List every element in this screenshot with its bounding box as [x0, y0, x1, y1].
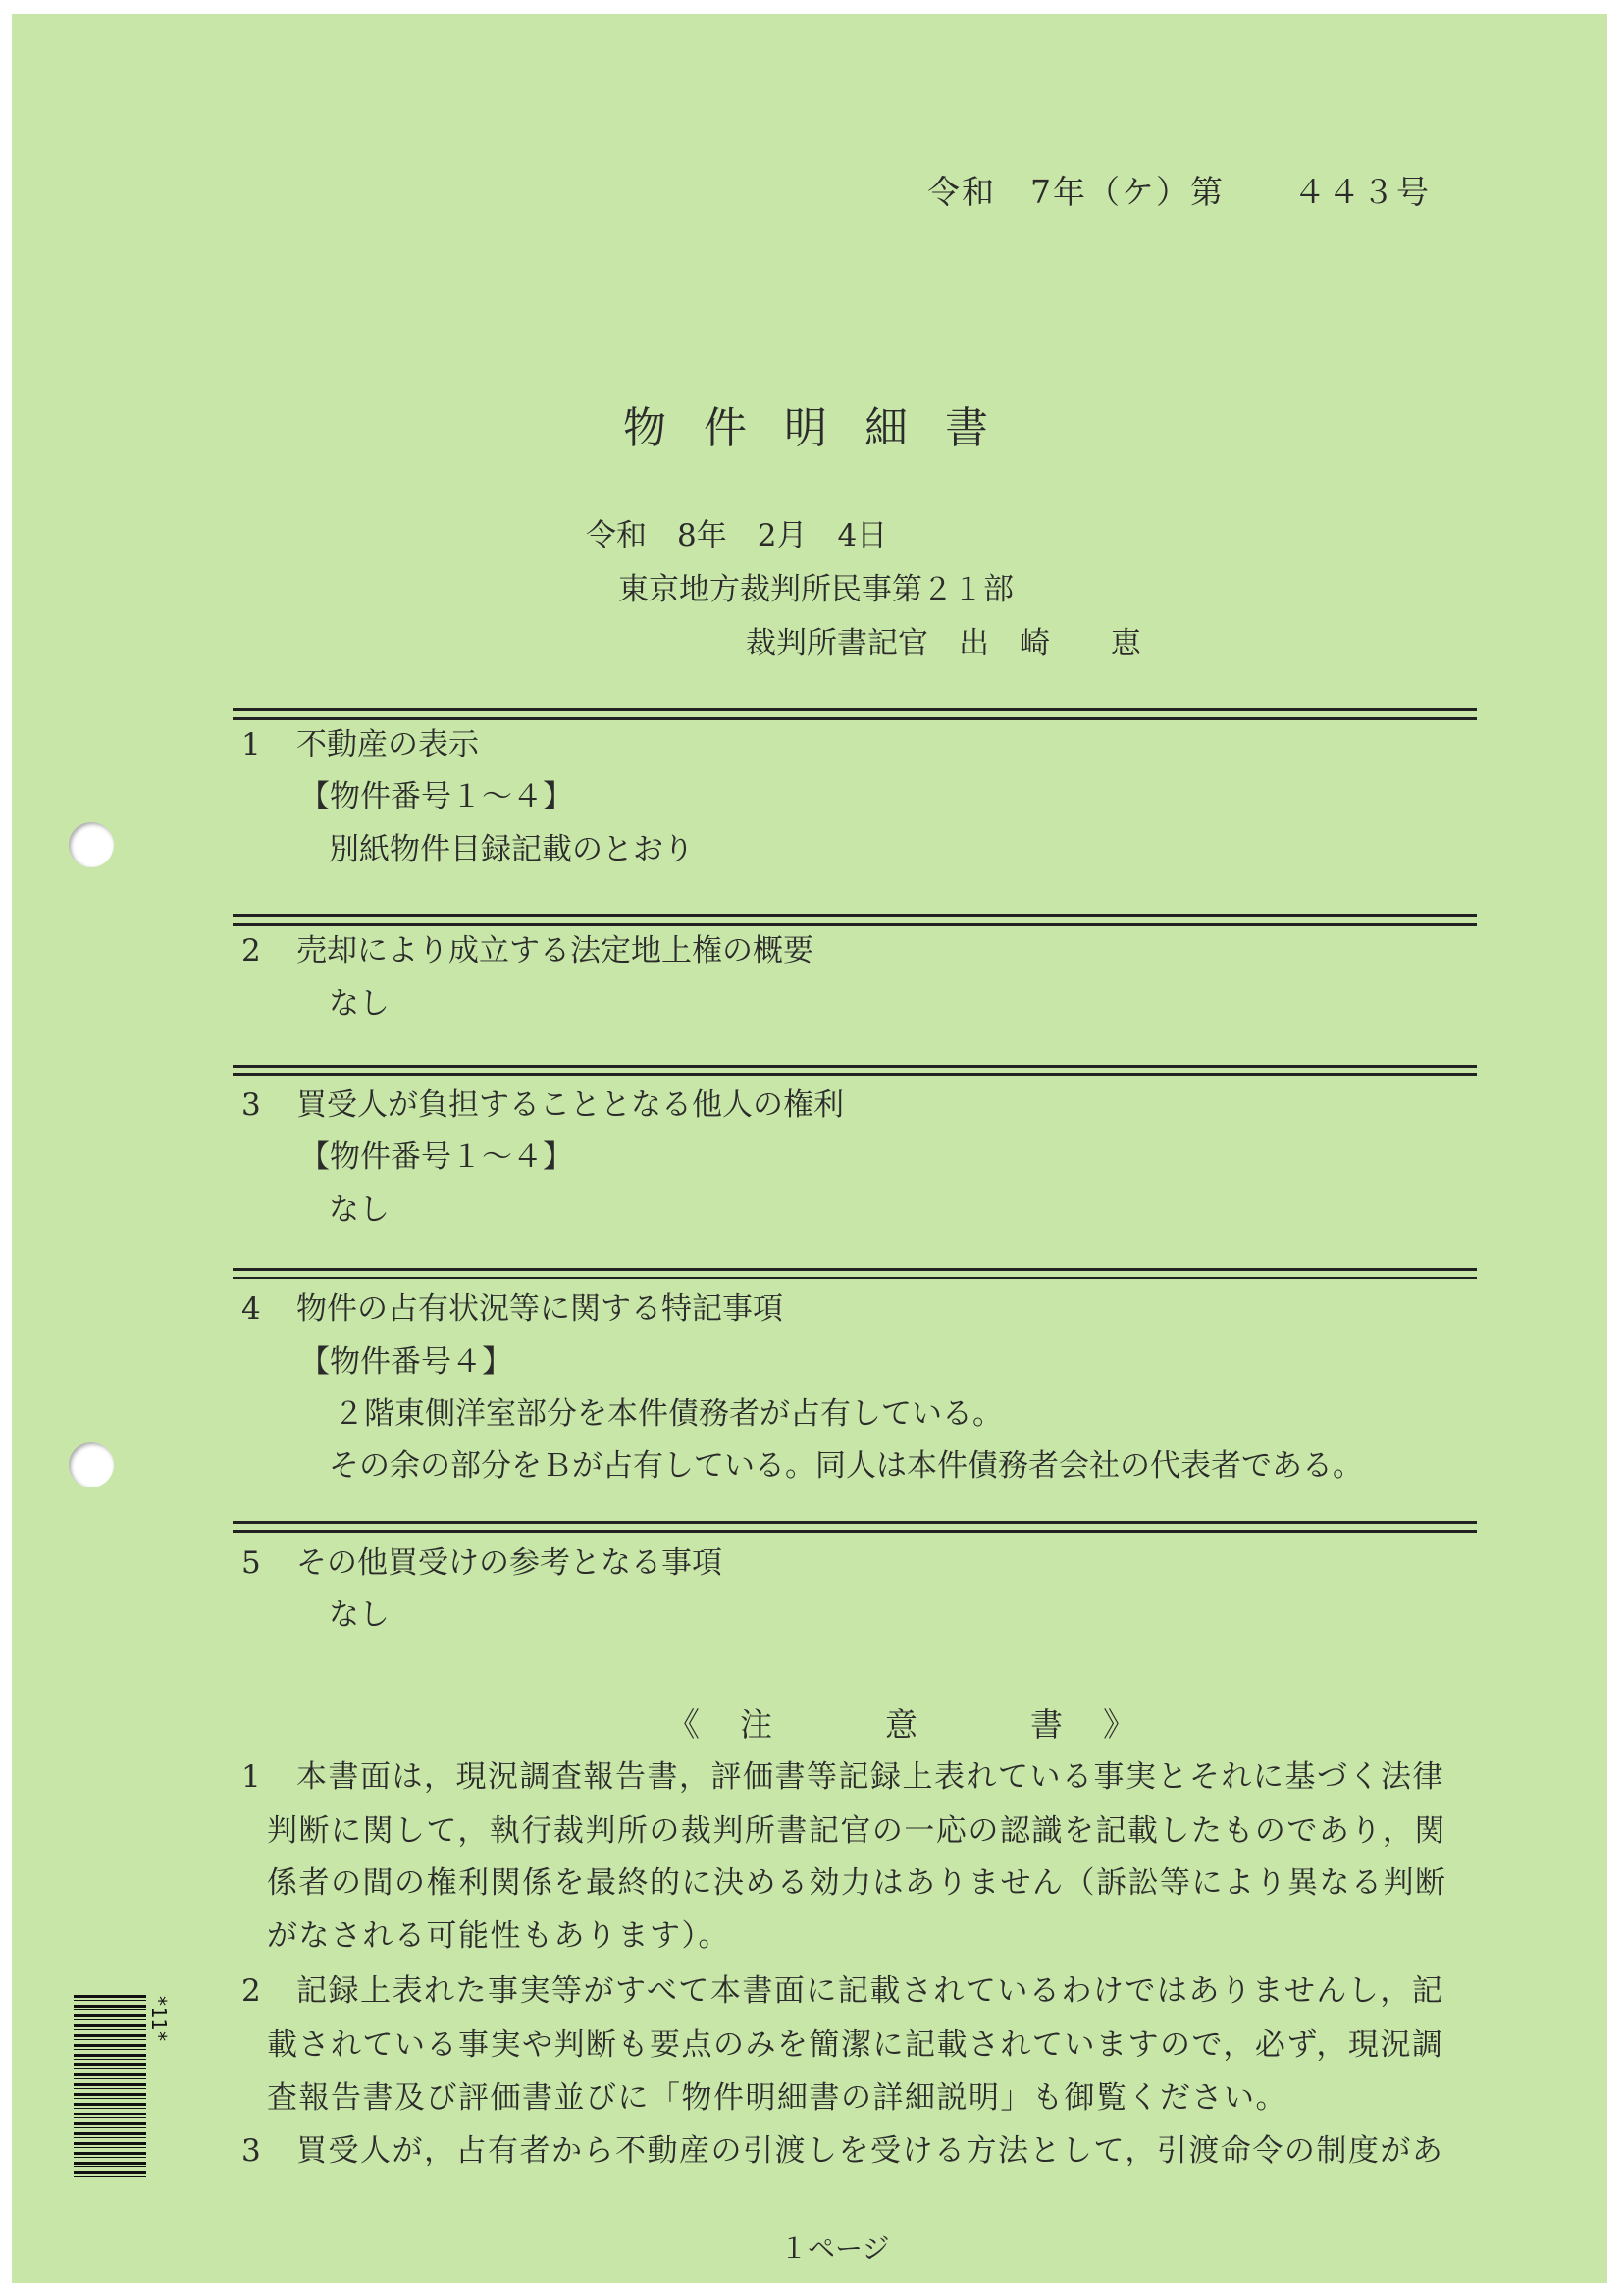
issue-date: 令和 8年 2月 4日 [586, 518, 888, 553]
notice-item-1-line-1: 1 本書面は，現況調査報告書，評価書等記録上表れている事実とそれに基づく法律 [241, 1759, 1444, 1795]
section-divider [233, 1521, 1477, 1533]
section-body-2: なし [329, 986, 390, 1021]
section-body-5: なし [329, 1597, 390, 1633]
section-body-4-line-1: ２階東側洋室部分を本件債務者が占有している。 [334, 1396, 1003, 1432]
notice-item-2-line-1: 2 記録上表れた事実等がすべて本書面に記載されているわけではありませんし，記 [241, 1973, 1444, 2009]
notice-item-1-line-3: 係者の間の権利関係を最終的に決める効力はありません（訴訟等により異なる判断 [267, 1865, 1447, 1901]
section-body-1: 別紙物件目録記載のとおり [329, 832, 694, 867]
barcode [74, 1995, 146, 2181]
notice-item-3-line-1: 3 買受人が，占有者から不動産の引渡しを受ける方法として，引渡命令の制度があ [241, 2133, 1444, 2168]
notice-item-2-line-3: 査報告書及び評価書並びに「物件明細書の詳細説明」も御覧ください。 [267, 2080, 1287, 2115]
section-heading-2: 2 売却により成立する法定地上権の概要 [241, 933, 813, 968]
court-name: 東京地方裁判所民事第２１部 [618, 572, 1014, 607]
section-tag-4: 【物件番号４】 [299, 1344, 512, 1380]
section-tag-1: 【物件番号１～４】 [299, 779, 573, 814]
notice-item-1-line-4: がなされる可能性もあります）。 [267, 1918, 730, 1954]
notice-title: 《 注 意 書 》 [667, 1705, 1139, 1744]
section-heading-5: 5 その他買受けの参考となる事項 [241, 1545, 722, 1581]
section-heading-4: 4 物件の占有状況等に関する特記事項 [241, 1291, 783, 1327]
section-divider [233, 1065, 1477, 1076]
section-tag-3: 【物件番号１～４】 [299, 1139, 573, 1174]
notice-item-2-line-2: 載されている事実や判断も要点のみを簡潔に記載されていますので，必ず，現況調 [267, 2027, 1444, 2062]
punch-hole [69, 822, 114, 867]
punch-hole [69, 1442, 114, 1487]
section-heading-3: 3 買受人が負担することとなる他人の権利 [241, 1087, 844, 1122]
case-number: 令和 7年（ケ）第 ４４３号 [927, 173, 1431, 211]
document-title: 物件明細書 [623, 403, 1025, 453]
notice-item-1-line-2: 判断に関して，執行裁判所の裁判所書記官の一応の認識を記載したものであり，関 [267, 1813, 1446, 1849]
page-number: １ページ [780, 2232, 890, 2265]
document-sheet [12, 14, 1607, 2283]
section-body-3: なし [329, 1192, 390, 1227]
section-heading-1: 1 不動産の表示 [241, 727, 479, 762]
section-divider [233, 1268, 1477, 1279]
barcode-label: *11* [147, 1995, 171, 2043]
clerk-name: 裁判所書記官 出 崎 恵 [746, 626, 1141, 661]
section-body-4-line-2: その余の部分をＢが占有している。同人は本件債務者会社の代表者である。 [329, 1448, 1363, 1484]
